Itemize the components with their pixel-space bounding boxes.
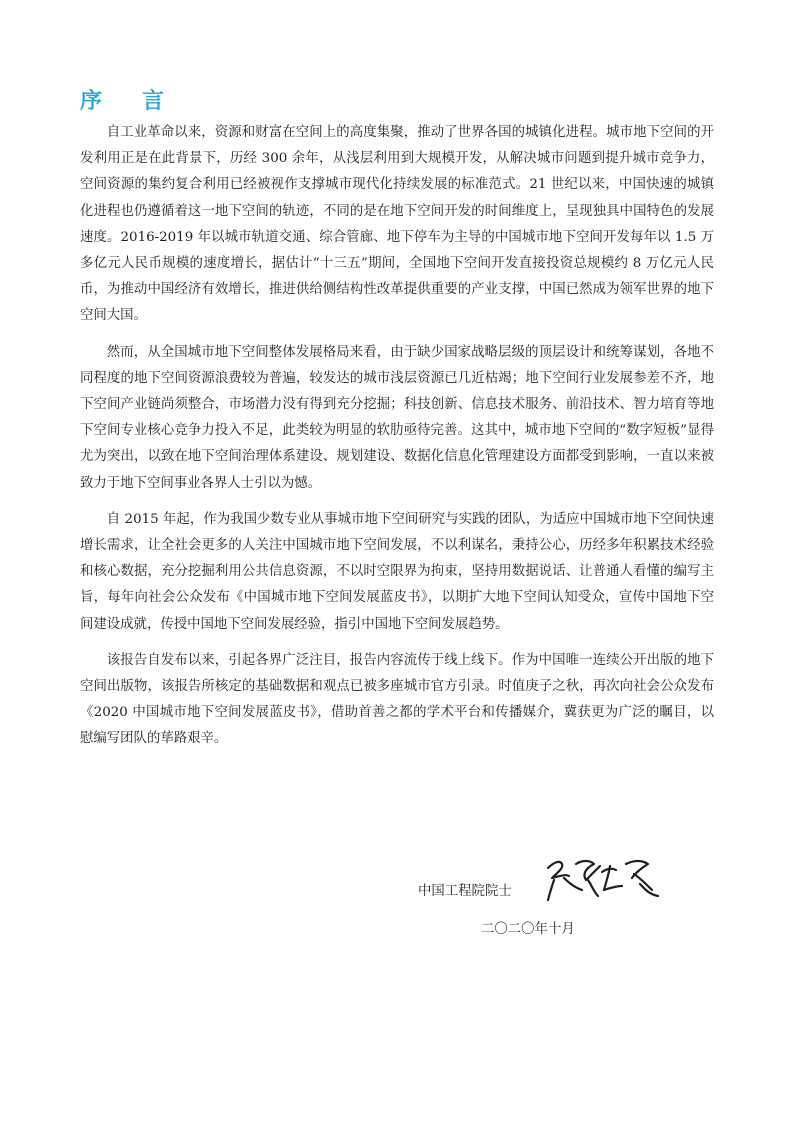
paragraph: 自 2015 年起，作为我国少数专业从事城市地下空间研究与实践的团队，为适应中国城市地下空间快速增长需求，让全社会更多的人关注中国城市地下空间发展，不以利谋名，秉持公心，历经多年积累技术经验和核心数据，充分挖掘利用公共信息资源，不以时空限界为拘束，坚持用数据说话、让普通人看懂的编写主旨，每年向社会公众发布《中国城市地下空间发展蓝皮书》，以期扩大地下空间认知受众，宣传中国地下空间建设成就，传授中国地下空间发展经验，指引中国地下空间发展趋势。 [80,511,714,632]
paragraph: 该报告自发布以来，引起各界广泛注目，报告内容流传于线上线下。作为中国唯一连续公开出版的地下空间出版物，该报告所核定的基础数据和观点已被多座城市官方引录。时值庚子之秋，再次向社会公众发布《2020 中国城市地下空间发展蓝皮书》，借助首善之都的学术平台和传播媒介，冀获更为广泛的瞩目，以慰编写团队的荜路艰辛。 [80,652,714,747]
paragraph: 然而，从全国城市地下空间整体发展格局来看，由于缺少国家战略层级的顶层设计和统筹谋划，各地不同程度的地下空间资源浪费较为普遍，较发达的城市浅层资源已几近枯竭；地下空间行业发展参差不齐，地下空间产业链尚须整合，市场潜力没有得到充分挖掘；科技创新、信息技术服务、前沿技术、智力培育等地下空间专业核心竞争力投入不足，此类较为明显的软肋亟待完善。这其中，城市地下空间的“数字短板”显得尤为突出，以致在地下空间治理体系建设、规划建设、数据化信息化管理建设方面都受到影响，一直以来被致力于地下空间事业各界人士引以为憾。 [80,344,714,491]
signature-block [400,872,730,912]
page-title: 序言 [80,88,205,114]
author-title: 中国工程院院士 [418,884,512,899]
paragraph: 自工业革命以来，资源和财富在空间上的高度集聚，推动了世界各国的城镇化进程。城市地下空间的开发利用正是在此背景下，历经 300 余年，从浅层利用到大规模开发，从解决城市问题到提升城市竞争力，空间资源的集约复合利用已经被视作支撑城市现代化持续发展的标准范式。21 世纪以来，中国快速的城镇化进程也仍遵循着这一地下空间的轨迹，不同的是在地下空间开发的时间维度上，呈现独具中国特色的发展速度。2016-2019 年以城市轨道交通、综合管廊、地下停车为主导的中国城市地下空间开发每年以 1.5 万多亿元人民币规模的速度增长，据估计“十三五”期间，全国地下空间开发直接投资总规模约 8 万亿元人民币，为推动中国经济有效增长，推进供给侧结构性改革提供重要的产业支撑，中国已然成为领军世界的地下空间大国。 [80,125,714,324]
handwritten-signature [536,850,666,910]
preface-body [80,120,714,753]
date: 二〇二〇年十月 [481,922,575,937]
